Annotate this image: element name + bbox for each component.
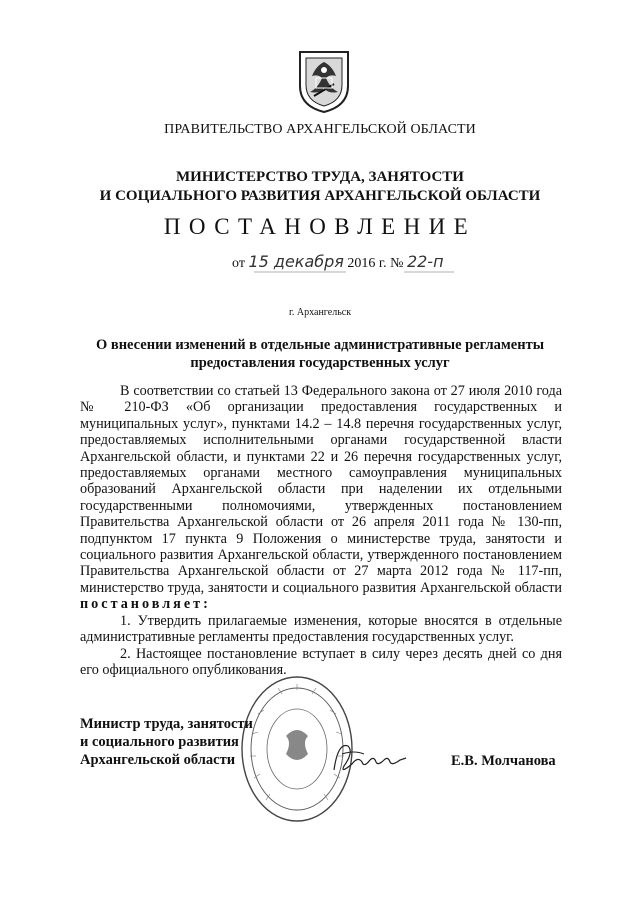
ministry-line-1: МИНИСТЕРСТВО ТРУДА, ЗАНЯТОСТИ: [176, 169, 464, 185]
document-type-title: ПОСТАНОВЛЕНИЕ: [163, 214, 477, 239]
handwritten-number: 22-п: [406, 252, 444, 271]
decree-item-2: 2. Настоящее постановление вступает в силу через десять дней со дня его официального опубликования.: [80, 645, 562, 678]
decree-item-1: 1. Утвердить прилагаемые изменения, которые вносятся в отдельные административные регламенты предоставления государственных услуг.: [80, 612, 562, 646]
date-prefix: от: [232, 256, 245, 271]
decree-keyword: постановляет:: [80, 596, 211, 613]
document-body: [80, 383, 562, 678]
signer-name: Е.В. Молчанова: [451, 753, 556, 769]
signer-position-line-1: Министр труда, занятости: [80, 716, 253, 732]
city-label: г. Архангельск: [288, 307, 352, 318]
preamble-paragraph: [80, 383, 562, 613]
signer-position-line-3: Архангельской области: [80, 752, 236, 768]
subject-line-2: предоставления государственных услуг: [190, 355, 450, 371]
date-year: 2016 г.: [347, 256, 387, 271]
handwritten-signature: [330, 736, 408, 780]
document-subject: [60, 336, 580, 372]
signer-position: [80, 715, 253, 769]
preamble-text: В соответствии со статьей 13 Федерального закона от 27 июля 2010 года № 210-ФЗ «Об организации предоставления государственных и муниципальных услуг», пунктами 14.2 – 14.8 перечня государственных услуг, предоставляемых исполнительными органами государственной власти Архангельской области, и пунктами 22 и 26 перечня государственных услуг, предоставляемых органами местного самоуправления муниципальных образований Архангельской области при наделении их отдельными государственными полномочиями, утвержденных постановлением Правительства Архангельской области от 26 апреля 2011 года № 130-пп, подпунктом 17 пункта 9 Положения о министерстве труда, занятости и социального развития Архангельской области, утвержденного постановлением Правительства Архангельской области от 27 марта 2012 года № 117-пп, министерство труда, занятости и социального развития Архангельской области: [80, 383, 562, 596]
date-underline: [254, 270, 454, 274]
coat-of-arms-emblem: [296, 48, 352, 114]
handwritten-date: 15 декабря: [248, 252, 344, 271]
government-name: ПРАВИТЕЛЬСТВО АРХАНГЕЛЬСКОЙ ОБЛАСТИ: [164, 122, 476, 137]
subject-line-1: О внесении изменений в отдельные административные регламенты: [95, 337, 545, 353]
ministry-line-2: И СОЦИАЛЬНОГО РАЗВИТИЯ АРХАНГЕЛЬСКОЙ ОБЛАСТИ: [99, 188, 541, 204]
ministry-name: [0, 168, 640, 206]
signer-position-line-2: и социального развития: [80, 734, 239, 750]
number-label: №: [390, 256, 404, 271]
date-line: [232, 252, 444, 272]
